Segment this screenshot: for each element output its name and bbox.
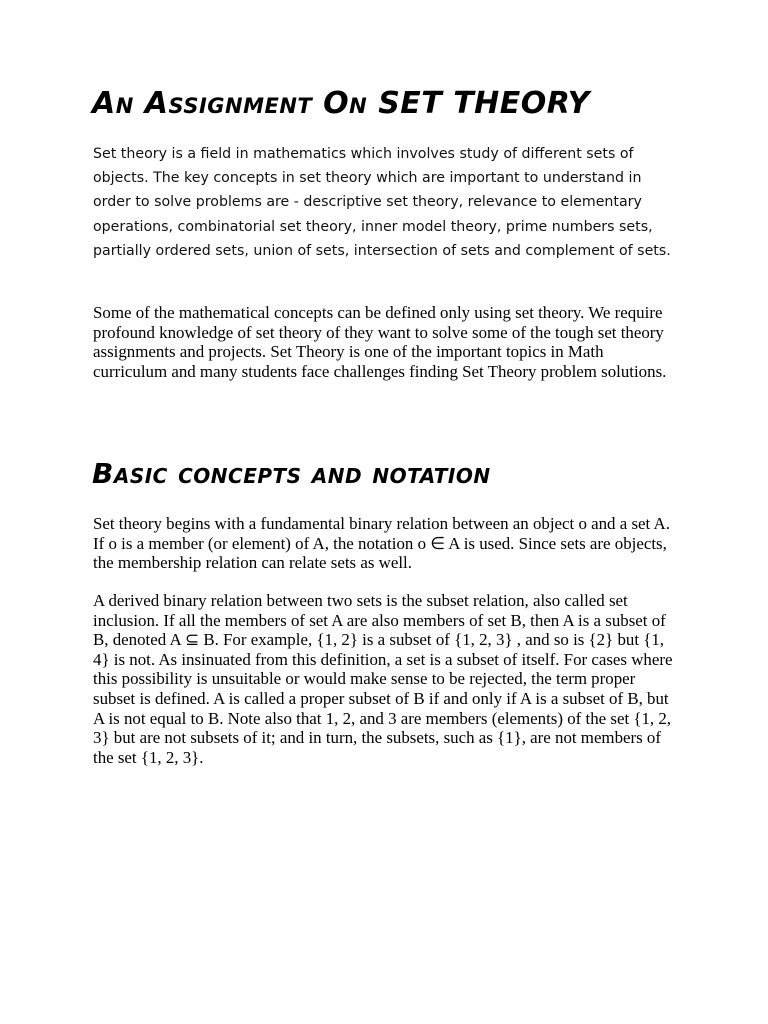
section-heading: Basic concepts and notation [92,457,491,490]
document-title: An Assignment On SET THEORY [92,86,590,121]
subset-paragraph: A derived binary relation between two sets is the subset relation, also called set inclusion. If all the members of set A are also members of set B, then A is a subset of B, denoted A ⊆ B. For example, {1, 2} is a subset of {1, 2, 3} , and so is {2} but {1, 4} is not. As insinuated from this definition, a set is a subset of itself. For cases where this possibility is unsuitable or would make sense to be rejected, the term proper subset is defined. A is called a proper subset of B if and only if A is a subset of B, but A is not equal to B. Note also that 1, 2, and 3 are members (elements) of the set {1, 2, 3} but are not subsets of it; and in turn, the subsets, such as {1}, are not members of the set {1, 2, 3}. [93,591,673,767]
context-paragraph: Some of the mathematical concepts can be defined only using set theory. We require profound knowledge of set theory of they want to solve some of the tough set theory assignments and projects. Set Theory is one of the important topics in Math curriculum and many students face challenges finding Set Theory problem solutions. [93,303,667,381]
membership-paragraph: Set theory begins with a fundamental binary relation between an object o and a set A. If o is a member (or element) of A, the notation o ∈ A is used. Since sets are objects, the membership relation can relate sets as well. [93,514,670,573]
intro-paragraph: Set theory is a field in mathematics which involves study of different sets of objects. The key concepts in set theory which are important to understand in order to solve problems are - descriptive set theory, relevance to elementary operations, combinatorial set theory, inner model theory, prime numbers sets, partially ordered sets, union of sets, intersection of sets and complement of sets. [93,146,671,259]
